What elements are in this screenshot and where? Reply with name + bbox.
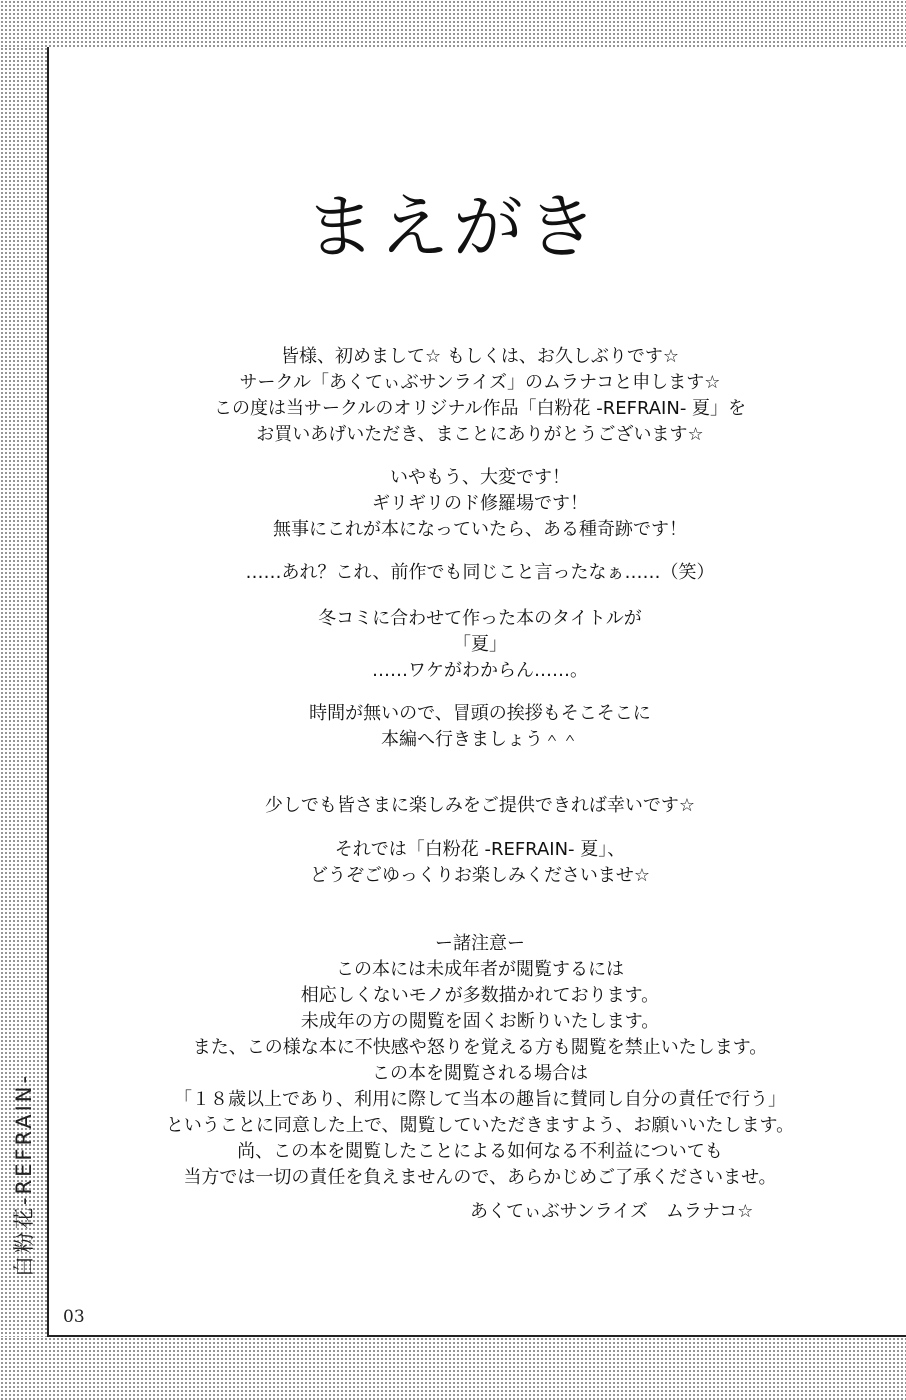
page-number: 03 (63, 1307, 85, 1327)
spine-title (8, 1050, 38, 1300)
screentone-border-bottom (0, 1337, 906, 1400)
body-line: ……ワケがわからん……。 (372, 660, 588, 681)
notice-line: この本には未成年者が閲覧するには (336, 959, 624, 980)
screentone-border-top (0, 0, 906, 47)
intro-line: サークル「あくてぃぶサンライズ」のムラナコと申します☆ (239, 372, 721, 393)
notice-line: 当方では一切の責任を負えませんので、あらかじめご了承くださいませ。 (183, 1167, 777, 1188)
body-line: いやもう、大変です！ (390, 467, 570, 488)
spine-title-text: 白粉花-REFRAIN- (12, 1072, 37, 1278)
body-line: 少しでも皆さまに楽しみをご提供できれば幸いです☆ (264, 795, 696, 816)
intro-line: 皆様、初めまして☆ もしくは、お久しぶりです☆ (281, 346, 679, 367)
notice-line: また、この様な本に不快感や怒りを覚える方も閲覧を禁止いたします。 (192, 1037, 768, 1058)
intro-line: この度は当サークルのオリジナル作品「白粉花 -REFRAIN- 夏」を (213, 398, 747, 419)
body-line: 冬コミに合わせて作った本のタイトルが (318, 608, 642, 629)
body-line: 無事にこれが本になっていたら、ある種奇跡です！ (273, 519, 687, 540)
body-line: 本編へ行きましょう＾＾ (381, 729, 579, 750)
notice-line: ということに同意した上で、閲覧していただきますよう、お願いいたします。 (165, 1115, 795, 1136)
notice-line: この本を閲覧される場合は (372, 1063, 588, 1084)
notice-line: 未成年の方の閲覧を固くお断りいたします。 (300, 1011, 660, 1032)
notice-line: 「１８歳以上であり、利用に際して当本の趣旨に賛同し自分の責任で行う」 (174, 1089, 786, 1110)
intro-line: お買いあげいただき、まことにありがとうございます☆ (256, 424, 704, 445)
body-line: 時間が無いので、冒頭の挨拶もそこそこに (309, 703, 651, 724)
body-line: それでは「白粉花 -REFRAIN- 夏」、 (334, 839, 626, 860)
body-line: どうぞごゆっくりお楽しみくださいませ☆ (310, 865, 650, 886)
author-signature: あくてぃぶサンライズ ムラナコ☆ (470, 1201, 754, 1222)
body-line: 「夏」 (453, 634, 507, 655)
notice-line: 相応しくないモノが多数描かれております。 (300, 985, 660, 1006)
page-title: まえがき (305, 186, 601, 268)
body-line: ギリギリのド修羅場です！ (372, 493, 588, 514)
notice-heading: ー諸注意ー (435, 933, 525, 954)
body-line: ……あれ？これ、前作でも同じこと言ったなぁ……（笑） (245, 562, 715, 583)
notice-line: 尚、この本を閲覧したことによる如何なる不利益についても (237, 1141, 723, 1162)
